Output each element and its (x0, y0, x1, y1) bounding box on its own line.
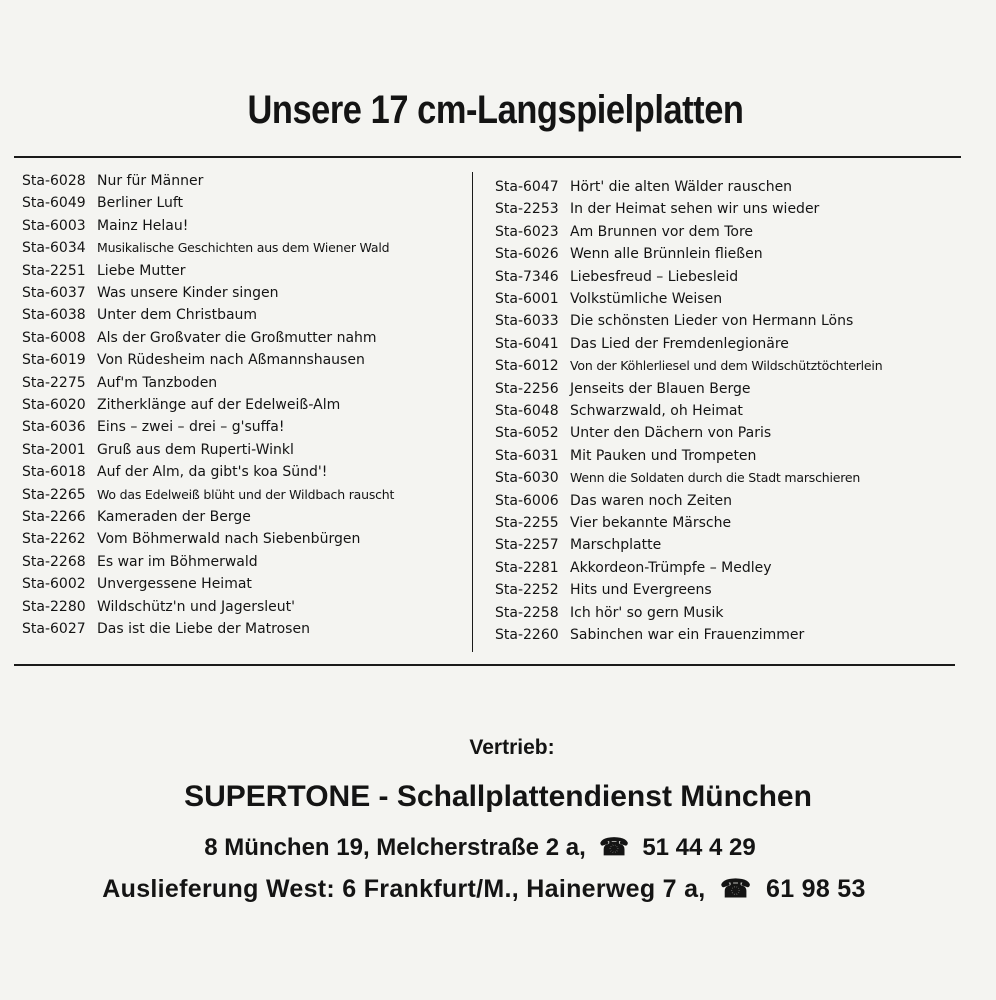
catalog-entry (495, 380, 750, 398)
record-title: Vier bekannte Märsche (570, 515, 732, 531)
catalog-entry (495, 469, 860, 487)
catalog-entry (495, 178, 792, 196)
catalog-number: Sta-6033 (495, 313, 559, 330)
catalog-entry (22, 418, 284, 436)
catalog-entry (22, 396, 340, 414)
record-title: Hits und Evergreens (570, 582, 712, 599)
catalog-entry (22, 374, 217, 392)
record-title: In der Heimat sehen wir uns wieder (570, 201, 820, 218)
catalog-entry (22, 575, 252, 593)
catalog-entry (495, 335, 789, 353)
record-title: Nur für Männer (97, 173, 204, 189)
catalog-number: Sta-2256 (495, 380, 559, 397)
record-title: Es war im Böhmerwald (97, 553, 258, 570)
distribution-label: Vertrieb: (469, 736, 555, 759)
catalog-entry (495, 424, 771, 442)
catalog-number: Sta-2266 (22, 509, 86, 525)
record-title: Wenn die Soldaten durch die Stadt marschieren (570, 470, 861, 486)
catalog-number: Sta-6034 (22, 240, 86, 257)
catalog-entry (495, 357, 882, 375)
catalog-number: Sta-6008 (22, 329, 86, 346)
catalog-number: Sta-6041 (495, 335, 559, 352)
record-title: Zitherklänge auf der Edelweiß-Alm (97, 397, 341, 413)
record-title: Das ist die Liebe der Matrosen (97, 621, 310, 637)
record-title: Unter den Dächern von Paris (570, 425, 772, 442)
record-title: Auf'm Tanzboden (97, 374, 218, 391)
telephone-icon: ☎ (592, 834, 636, 861)
catalog-number: Sta-6028 (22, 173, 86, 189)
record-title: Mainz Helau! (97, 217, 189, 234)
catalog-number: Sta-6052 (495, 425, 559, 442)
catalog-number: Sta-6020 (22, 397, 86, 413)
record-title: Eins – zwei – drei – g'suffa! (97, 419, 285, 436)
catalog-entry (495, 268, 738, 286)
catalog-entry (22, 620, 310, 638)
catalog-number: Sta-6049 (22, 195, 86, 212)
catalog-entry (22, 441, 294, 459)
bottom-divider (14, 664, 955, 666)
record-title: Marschplatte (570, 537, 662, 554)
catalog-number: Sta-6018 (22, 464, 86, 481)
catalog-number: Sta-6048 (495, 403, 559, 419)
catalog-number: Sta-6023 (495, 223, 559, 240)
catalog-number: Sta-6006 (495, 492, 559, 509)
munich-address (0, 833, 978, 862)
catalog-entry (22, 239, 389, 257)
catalog-entry (22, 530, 360, 548)
record-title: Vom Böhmerwald nach Siebenbürgen (97, 531, 361, 548)
catalog-entry (22, 172, 203, 190)
record-title: Wo das Edelweiß blüht und der Wildbach rauscht (97, 486, 395, 502)
catalog-entry (495, 559, 772, 577)
top-divider (14, 156, 961, 158)
catalog-number: Sta-6003 (22, 217, 86, 234)
catalog-entry (22, 329, 377, 347)
catalog-number: Sta-6012 (495, 358, 559, 375)
catalog-number: Sta-6036 (22, 419, 86, 436)
record-title: Akkordeon-Trümpfe – Medley (570, 559, 772, 576)
catalog-entry (22, 284, 279, 302)
frankfurt-address (0, 874, 982, 904)
record-title: Hört' die alten Wälder rauschen (570, 179, 793, 195)
record-title: Ich hör' so gern Musik (570, 604, 724, 621)
record-title: Wildschütz'n und Jagersleut' (97, 598, 296, 615)
catalog-number: Sta-6031 (495, 447, 559, 464)
catalog-number: Sta-6038 (22, 307, 86, 324)
record-title: Musikalische Geschichten aus dem Wiener Wald (97, 240, 390, 256)
record-title: Mit Pauken und Trompeten (570, 447, 757, 464)
catalog-entry (495, 604, 724, 622)
record-title: Von der Köhlerliesel und dem Wildschütztöchterlein (570, 358, 883, 374)
record-title: Was unsere Kinder singen (97, 285, 279, 301)
catalog-number: Sta-6047 (495, 179, 559, 195)
catalog-number: Sta-2258 (495, 604, 559, 621)
catalog-number: Sta-2262 (22, 531, 86, 548)
catalog-number: Sta-2281 (495, 559, 559, 576)
record-title: Unter dem Christbaum (97, 307, 258, 324)
record-title: Die schönsten Lieder von Hermann Löns (570, 313, 854, 330)
frankfurt-phone: 61 98 53 (765, 875, 866, 903)
record-title: Auf der Alm, da gibt's koa Sünd'! (97, 464, 328, 481)
catalog-entry (22, 553, 258, 571)
catalog-number: Sta-2251 (22, 262, 86, 279)
record-title: Am Brunnen vor dem Tore (570, 223, 754, 240)
record-title: Unvergessene Heimat (97, 576, 252, 593)
record-title: Kameraden der Berge (97, 509, 251, 525)
catalog-number: Sta-2001 (22, 441, 86, 458)
catalog-number: Sta-2268 (22, 553, 86, 570)
record-title: Liebe Mutter (97, 262, 186, 279)
record-title: Das waren noch Zeiten (570, 492, 733, 509)
record-title: Das Lied der Fremdenlegionäre (570, 335, 789, 352)
catalog-entry (22, 217, 188, 235)
frankfurt-address-text: Auslieferung West: 6 Frankfurt/M., Hainerweg 7 a, (102, 875, 706, 903)
catalog-number: Sta-6002 (22, 576, 86, 593)
catalog-entry (495, 447, 756, 465)
catalog-number: Sta-2275 (22, 374, 86, 391)
telephone-icon: ☎ (712, 875, 759, 903)
catalog-number: Sta-6019 (22, 352, 86, 369)
catalog-number: Sta-2280 (22, 598, 86, 615)
catalog-entry (495, 626, 804, 644)
catalog-entry (22, 463, 327, 481)
record-title: Von Rüdesheim nach Aßmannshausen (97, 352, 365, 369)
catalog-entry (495, 514, 731, 532)
catalog-number: Sta-2260 (495, 627, 559, 643)
record-title: Berliner Luft (97, 195, 184, 212)
catalog-number: Sta-2252 (495, 582, 559, 599)
record-title: Sabinchen war ein Frauenzimmer (570, 627, 805, 643)
record-title: Volkstümliche Weisen (570, 291, 723, 307)
catalog-number: Sta-2257 (495, 537, 559, 554)
catalog-number: Sta-6030 (495, 470, 559, 487)
catalog-number: Sta-6001 (495, 291, 559, 307)
catalog-number: Sta-6026 (495, 246, 559, 263)
catalog-entry (22, 351, 365, 369)
record-title: Wenn alle Brünnlein fließen (570, 246, 763, 263)
catalog-entry (495, 536, 661, 554)
catalog-number: Sta-7346 (495, 268, 559, 285)
catalog-entry (22, 598, 295, 616)
catalog-entry (495, 290, 722, 308)
catalog-entry (22, 486, 394, 504)
catalog-entry (22, 194, 183, 212)
catalog-entry (22, 306, 257, 324)
page-title: Unsere 17 cm-Langspielplatten (247, 88, 744, 132)
catalog-entry (495, 581, 712, 599)
company-name: SUPERTONE - Schallplattendienst München (184, 780, 812, 813)
record-title: Schwarzwald, oh Heimat (570, 403, 743, 419)
catalog-entry (495, 223, 753, 241)
catalog-number: Sta-2255 (495, 515, 559, 531)
catalog-number: Sta-2253 (495, 201, 559, 218)
munich-phone: 51 44 4 29 (642, 834, 756, 861)
record-title: Gruß aus dem Ruperti-Winkl (97, 441, 294, 458)
catalog-entry (495, 312, 853, 330)
catalog-number: Sta-6027 (22, 621, 86, 637)
catalog-entry (495, 245, 763, 263)
column-divider (472, 172, 473, 652)
munich-address-text: 8 München 19, Melcherstraße 2 a, (204, 834, 586, 861)
catalog-number: Sta-2265 (22, 486, 86, 503)
record-title: Liebesfreud – Liebesleid (570, 268, 739, 285)
catalog-entry (22, 508, 251, 526)
catalog-entry (495, 200, 819, 218)
record-title: Als der Großvater die Großmutter nahm (97, 329, 377, 346)
catalog-entry (495, 402, 743, 420)
catalog-entry (495, 492, 732, 510)
catalog-number: Sta-6037 (22, 285, 86, 301)
record-title: Jenseits der Blauen Berge (570, 380, 751, 397)
catalog-entry (22, 262, 186, 280)
